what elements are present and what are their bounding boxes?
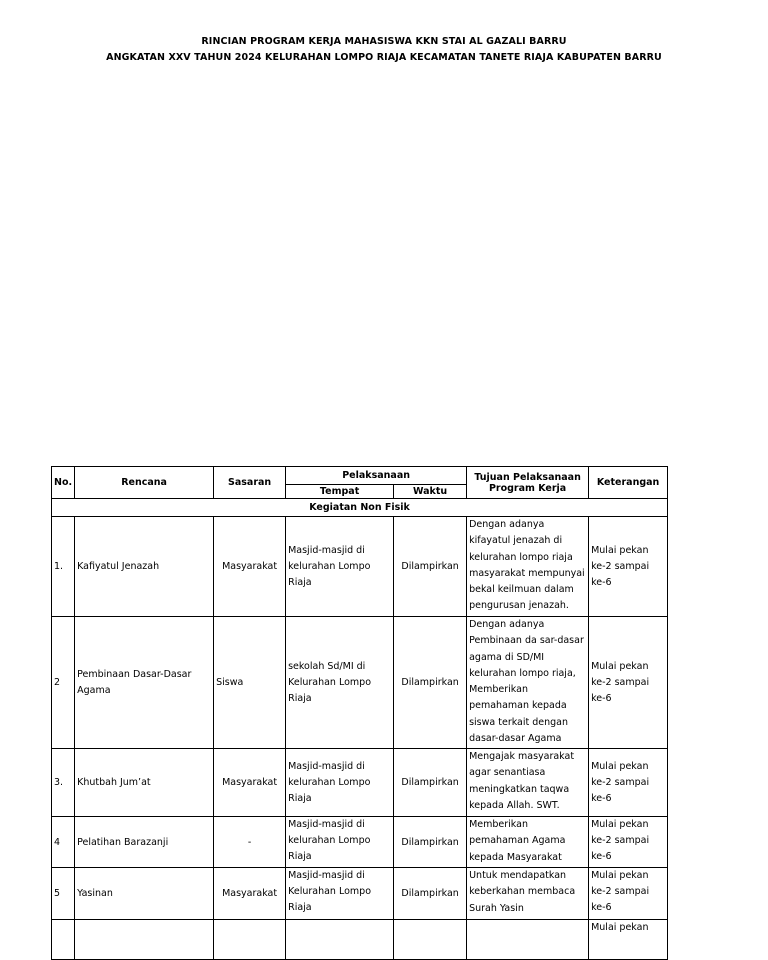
header-tujuan: Tujuan Pelaksanaan Program Kerja <box>467 467 589 499</box>
cell-keterangan: Mulai pekan ke-2 sampai ke-6 <box>589 617 668 749</box>
cell-tujuan <box>467 920 589 960</box>
cell-tempat: sekolah Sd/MI di Kelurahan Lompo Riaja <box>286 617 394 749</box>
cell-no: 4 <box>52 817 75 868</box>
cell-tujuan: Memberikan pemahaman Agama kepada Masyarakat <box>467 817 589 868</box>
cell-tujuan: Dengan adanya Pembinaan da sar-dasar agama di SD/MI kelurahan lompo riaja, Memberikan pemahaman kepada siswa terkait dengan dasar-dasar Agama <box>467 617 589 749</box>
cell-tempat <box>286 920 394 960</box>
cell-no: 5 <box>52 868 75 920</box>
cell-waktu: Dilampirkan <box>394 617 467 749</box>
header-rencana: Rencana <box>75 467 214 499</box>
cell-no: 1. <box>52 517 75 617</box>
cell-keterangan: Mulai pekan ke-2 sampai ke-6 <box>589 517 668 617</box>
cell-rencana <box>75 920 214 960</box>
cell-keterangan: Mulai pekan ke-2 sampai ke-6 <box>589 817 668 868</box>
cell-sasaran: Masyarakat <box>214 517 286 617</box>
section-label: Kegiatan Non Fisik <box>52 499 668 517</box>
table-row <box>52 920 668 960</box>
cell-no <box>52 920 75 960</box>
header-tempat: Tempat <box>286 485 394 499</box>
cell-no: 2 <box>52 617 75 749</box>
cell-sasaran: - <box>214 817 286 868</box>
header-sasaran: Sasaran <box>214 467 286 499</box>
table-row <box>52 517 668 617</box>
cell-sasaran: Masyarakat <box>214 868 286 920</box>
cell-keterangan: Mulai pekan ke-2 sampai ke-6 <box>589 868 668 920</box>
table-row <box>52 868 668 920</box>
cell-waktu: Dilampirkan <box>394 749 467 817</box>
cell-tempat: Masjid-masjid di kelurahan Lompo Riaja <box>286 749 394 817</box>
header-waktu: Waktu <box>394 485 467 499</box>
cell-waktu: Dilampirkan <box>394 868 467 920</box>
cell-tujuan: Mengajak masyarakat agar senantiasa meningkatkan taqwa kepada Allah. SWT. <box>467 749 589 817</box>
cell-rencana: Yasinan <box>75 868 214 920</box>
table-row <box>52 749 668 817</box>
section-row <box>52 499 668 517</box>
document-title-line-1: RINCIAN PROGRAM KERJA MAHASISWA KKN STAI AL GAZALI BARRU <box>201 36 567 47</box>
cell-tempat: Masjid-masjid di Kelurahan Lompo Riaja <box>286 868 394 920</box>
cell-tujuan: Dengan adanya kifayatul jenazah di kelurahan lompo riaja masyarakat mempunyai bekal keilmuan dalam pengurusan jenazah. <box>467 517 589 617</box>
program-table <box>51 466 668 960</box>
cell-rencana: Khutbah Jum’at <box>75 749 214 817</box>
cell-waktu <box>394 920 467 960</box>
cell-sasaran: Siswa <box>214 617 286 749</box>
cell-rencana: Pelatihan Barazanji <box>75 817 214 868</box>
header-no: No. <box>52 467 75 499</box>
cell-sasaran: Masyarakat <box>214 749 286 817</box>
cell-keterangan: Mulai pekan ke-2 sampai ke-6 <box>589 749 668 817</box>
cell-sasaran <box>214 920 286 960</box>
header-keterangan: Keterangan <box>589 467 668 499</box>
cell-tempat: Masjid-masjid di kelurahan Lompo Riaja <box>286 517 394 617</box>
cell-rencana: Pembinaan Dasar-Dasar Agama <box>75 617 214 749</box>
header-row-1 <box>52 467 668 485</box>
cell-waktu: Dilampirkan <box>394 517 467 617</box>
cell-tujuan: Untuk mendapatkan keberkahan membaca Surah Yasin <box>467 868 589 920</box>
document-title-line-2: ANGKATAN XXV TAHUN 2024 KELURAHAN LOMPO RIAJA KECAMATAN TANETE RIAJA KABUPATEN BARRU <box>106 52 662 63</box>
cell-rencana: Kafiyatul Jenazah <box>75 517 214 617</box>
table-row <box>52 617 668 749</box>
header-pelaksanaan: Pelaksanaan <box>286 467 467 485</box>
cell-waktu: Dilampirkan <box>394 817 467 868</box>
cell-no: 3. <box>52 749 75 817</box>
cell-keterangan: Mulai pekan <box>589 920 668 960</box>
cell-tempat: Masjid-masjid di kelurahan Lompo Riaja <box>286 817 394 868</box>
table-row <box>52 817 668 868</box>
